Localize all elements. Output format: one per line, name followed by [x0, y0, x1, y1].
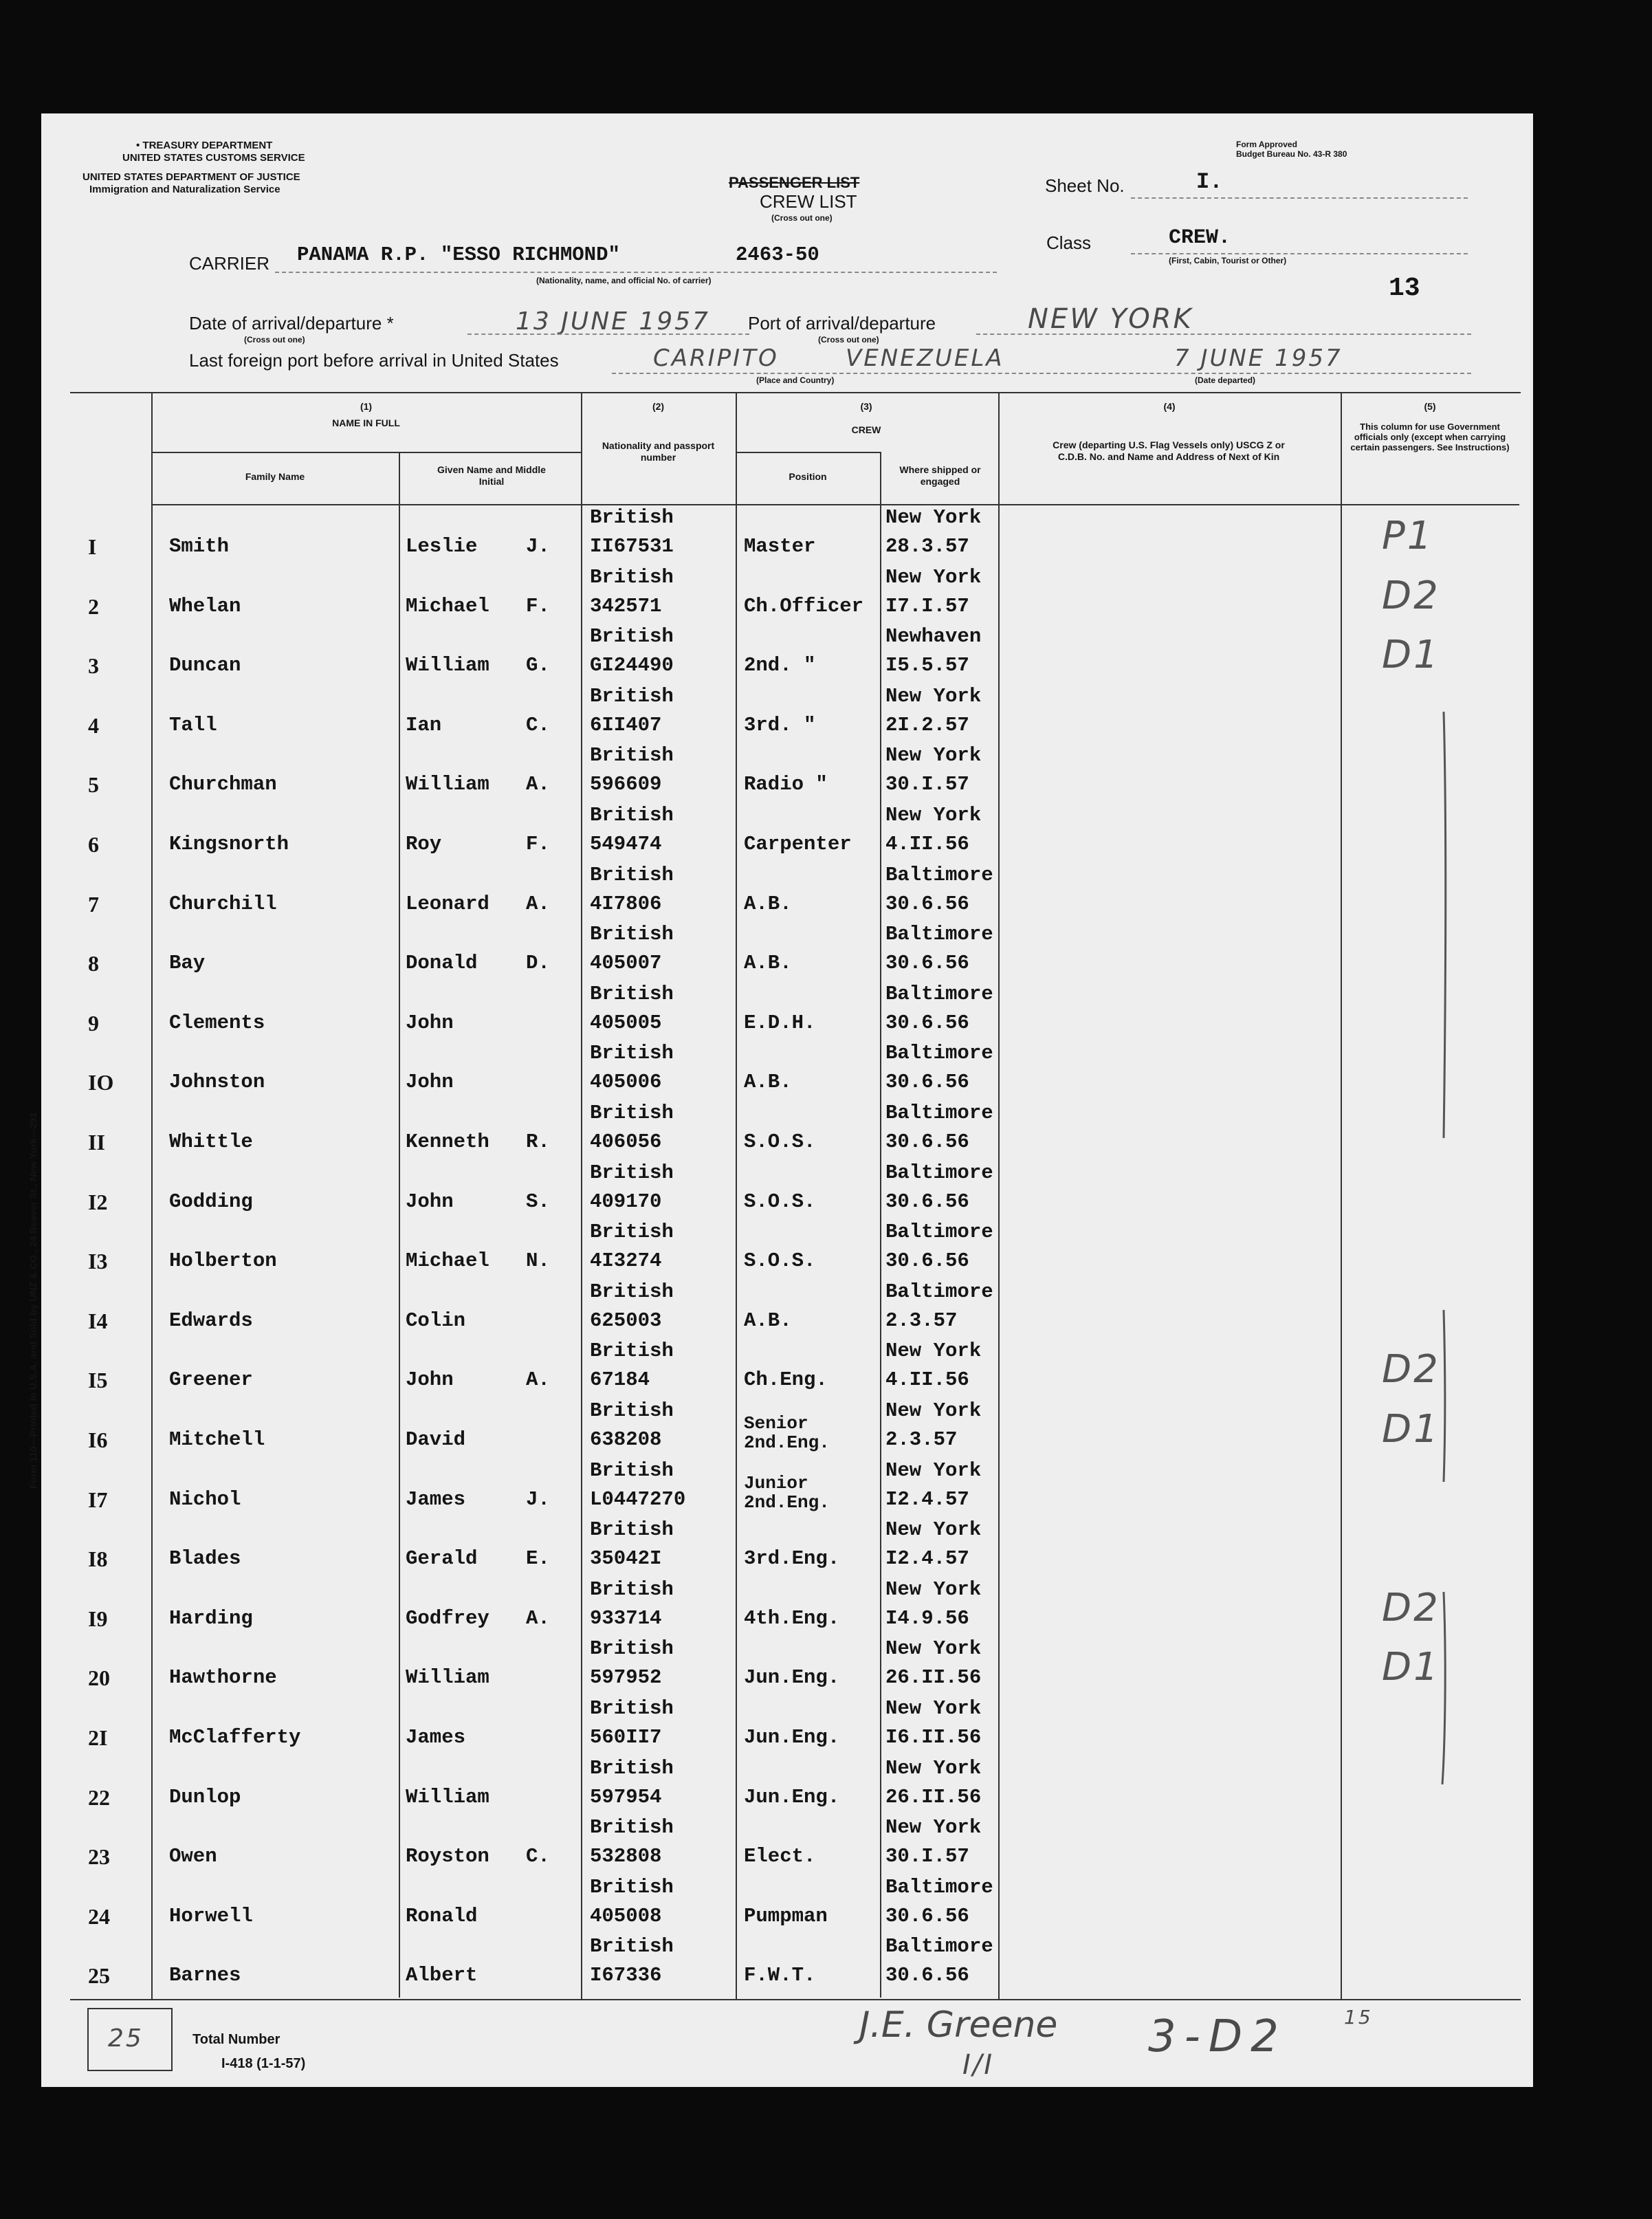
cell-position: Jun.Eng.: [744, 1666, 840, 1690]
cell-initial: S.: [526, 1190, 550, 1213]
cell-position: 3rd.Eng.: [744, 1547, 840, 1571]
cell-where: New York: [885, 1697, 982, 1720]
cell-nat: British: [590, 565, 674, 589]
cell-family: Mitchell: [169, 1428, 265, 1451]
cell-where: Baltimore: [885, 1221, 993, 1244]
col1-number: (1): [360, 401, 373, 412]
port-label: Port of arrival/departure: [748, 313, 936, 334]
cell-initial: A.: [526, 892, 550, 915]
cell-nat: British: [590, 1399, 674, 1422]
cell-passport: 560II7: [590, 1726, 662, 1749]
cell-initial: F.: [526, 594, 550, 617]
cell-given: John: [406, 1368, 454, 1392]
cell-initial: J.: [526, 1487, 550, 1511]
given-name-header: Given Name and Middle Initial: [437, 464, 546, 487]
cell-initial: A.: [526, 773, 550, 796]
cell-family: Tall: [169, 713, 217, 736]
where-shipped-header: Where shipped or engaged: [899, 464, 981, 487]
cell-nat: British: [590, 1756, 674, 1780]
cell-given: John: [406, 1190, 454, 1213]
cell-given: Ian: [406, 713, 442, 736]
cell-family: Hawthorne: [169, 1666, 277, 1690]
cell-given: William: [406, 1666, 489, 1690]
cell-nat: British: [590, 1637, 674, 1661]
cell-date: 30.6.56: [885, 1011, 969, 1034]
cell-position: Ch.Officer: [744, 594, 864, 617]
cell-given: William: [406, 1785, 489, 1808]
printer-side-text: Form 110—Printed in U.S.A. and Sold by UNZ & CO., 24 Beaver St., New York—291: [27, 1112, 38, 1489]
row-number: 8: [88, 951, 99, 976]
cell-family: Greener: [169, 1368, 253, 1392]
cell-initial: E.: [526, 1547, 550, 1571]
cell-where: New York: [885, 1340, 982, 1363]
cell-given: Colin: [406, 1309, 466, 1332]
official-mark: D1: [1382, 633, 1440, 678]
cell-initial: R.: [526, 1130, 550, 1153]
arrival-date: 13 JUNE 1957: [516, 307, 710, 336]
header-bottom-rule: [151, 504, 1519, 505]
cell-date: 4.II.56: [885, 1368, 969, 1392]
row-number: 22: [88, 1784, 110, 1810]
col-divider-nat: [581, 392, 582, 2000]
cell-date: 4.II.56: [885, 833, 969, 855]
cell-given: Michael: [406, 594, 489, 617]
cell-family: Holberton: [169, 1249, 277, 1273]
crew-subhead-rule: [736, 452, 880, 453]
cell-where: New York: [885, 804, 982, 827]
cell-passport: 549474: [590, 833, 662, 855]
cell-passport: 6II407: [590, 713, 662, 736]
cell-initial: F.: [526, 833, 550, 855]
cell-position: Ch.Eng.: [744, 1368, 828, 1392]
row-number: I: [88, 534, 97, 559]
carrier-underline: [275, 272, 997, 273]
cell-date: 30.6.56: [885, 1964, 969, 1987]
cell-date: 28.3.57: [885, 535, 969, 558]
cell-family: Kingsnorth: [169, 833, 289, 855]
signature: J.E. Greene: [859, 2004, 1058, 2046]
cell-nat: British: [590, 1340, 674, 1363]
passenger-list-struck: PASSENGER LIST: [729, 174, 860, 191]
cell-given: Michael: [406, 1249, 489, 1273]
departed-date: 7 JUNE 1957: [1174, 345, 1343, 372]
carrier-number: 2463-50: [736, 243, 819, 266]
cell-where: Baltimore: [885, 1161, 993, 1184]
cell-family: Bay: [169, 952, 206, 975]
cell-given: Royston: [406, 1845, 489, 1868]
cell-passport: 4I7806: [590, 892, 662, 915]
cell-passport: 597952: [590, 1666, 662, 1690]
cell-nat: British: [590, 1875, 674, 1899]
cell-position: E.D.H.: [744, 1011, 816, 1034]
cell-passport: 409170: [590, 1190, 662, 1213]
cell-nat: British: [590, 1697, 674, 1720]
row-number: 20: [88, 1665, 110, 1691]
cell-date: I2.4.57: [885, 1547, 969, 1571]
row-number: 25: [88, 1963, 110, 1989]
dept-line-2: UNITED STATES CUSTOMS SERVICE: [122, 152, 305, 164]
cell-where: New York: [885, 1577, 982, 1601]
row-number: 23: [88, 1844, 110, 1870]
cell-nat: British: [590, 1518, 674, 1542]
form-code: I-418 (1-1-57): [221, 2056, 306, 2071]
cell-where: New York: [885, 565, 982, 589]
total-box: [87, 2008, 173, 2071]
cell-family: Horwell: [169, 1904, 253, 1927]
cell-position: A.B.: [744, 892, 792, 915]
cell-passport: GI24490: [590, 654, 674, 677]
cell-where: Newhaven: [885, 625, 982, 648]
class-hint: (First, Cabin, Tourist or Other): [1169, 256, 1287, 265]
cell-position: F.W.T.: [744, 1964, 816, 1987]
cell-family: Nichol: [169, 1487, 241, 1511]
cell-where: Baltimore: [885, 1935, 993, 1958]
official-mark: D2: [1382, 573, 1440, 618]
last-port-place: CARIPITO: [653, 345, 779, 372]
col3-number: (3): [860, 401, 872, 412]
cell-family: Dunlop: [169, 1785, 241, 1808]
cell-nat: British: [590, 684, 674, 708]
cell-passport: L0447270: [590, 1487, 686, 1511]
cell-passport: 4I3274: [590, 1249, 662, 1273]
cell-nat: British: [590, 506, 674, 529]
cell-position: Senior 2nd.Eng.: [744, 1413, 830, 1453]
cell-where: New York: [885, 684, 982, 708]
cell-date: I7.I.57: [885, 594, 969, 617]
cell-given: David: [406, 1428, 466, 1451]
row-number: 2I: [88, 1725, 108, 1750]
cell-where: Baltimore: [885, 863, 993, 886]
last-port-underline: [612, 373, 1471, 374]
cell-given: Kenneth: [406, 1130, 489, 1153]
col5-number: (5): [1424, 401, 1436, 412]
row-number: 5: [88, 772, 99, 798]
cell-position: 3rd. ": [744, 713, 816, 736]
cell-nat: British: [590, 1816, 674, 1839]
cell-nat: British: [590, 625, 674, 648]
cell-passport: 638208: [590, 1428, 662, 1451]
cell-date: 30.6.56: [885, 892, 969, 915]
cell-family: Churchman: [169, 773, 277, 796]
cell-passport: 405007: [590, 952, 662, 975]
total-value: 25: [108, 2024, 144, 2053]
cell-passport: II67531: [590, 535, 674, 558]
cell-position: A.B.: [744, 1071, 792, 1094]
table-bottom-rule: [70, 1999, 1521, 2000]
cell-initial: C.: [526, 713, 550, 736]
carrier-hint: (Nationality, name, and official No. of carrier): [536, 276, 712, 285]
cell-initial: A.: [526, 1368, 550, 1392]
col4-number: (4): [1163, 401, 1176, 412]
budget-bureau: Budget Bureau No. 43-R 380: [1236, 149, 1347, 159]
cell-where: New York: [885, 1458, 982, 1482]
cell-family: Duncan: [169, 654, 241, 677]
cell-date: 2.3.57: [885, 1309, 958, 1332]
sheet-value: I.: [1196, 169, 1223, 195]
row-number: 7: [88, 891, 99, 917]
cell-position: Jun.Eng.: [744, 1726, 840, 1749]
name-subhead-rule: [151, 452, 581, 453]
row-number: I5: [88, 1368, 108, 1393]
cell-given: Leslie: [406, 535, 478, 558]
cell-given: Godfrey: [406, 1606, 489, 1630]
total-label: Total Number: [192, 2032, 280, 2047]
col5-description: This column for use Government officials only (except when carrying certain passengers. See Instructions): [1350, 422, 1510, 452]
cell-nat: British: [590, 744, 674, 767]
cell-date: 30.6.56: [885, 952, 969, 975]
cell-nat: British: [590, 804, 674, 827]
cell-date: 30.6.56: [885, 1190, 969, 1213]
last-port-label: Last foreign port before arrival in United States: [189, 350, 559, 371]
row-number: I9: [88, 1606, 108, 1631]
sheet-label: Sheet No.: [1045, 175, 1125, 196]
cell-given: William: [406, 773, 489, 796]
cell-date: 26.II.56: [885, 1785, 982, 1808]
nationality-header: Nationality and passport number: [602, 440, 715, 463]
class-label: Class: [1046, 232, 1092, 253]
dept-line-1: • TREASURY DEPARTMENT: [136, 140, 273, 151]
row-number: 3: [88, 653, 99, 679]
cell-position: S.O.S.: [744, 1249, 816, 1273]
cell-family: Smith: [169, 535, 230, 558]
cell-nat: British: [590, 1042, 674, 1065]
cell-date: I2.4.57: [885, 1487, 969, 1511]
cell-given: James: [406, 1726, 466, 1749]
class-underline: [1131, 253, 1468, 254]
cell-nat: British: [590, 1102, 674, 1124]
cell-nat: British: [590, 1161, 674, 1184]
cell-passport: 625003: [590, 1309, 662, 1332]
cell-where: Baltimore: [885, 1875, 993, 1899]
cell-where: New York: [885, 1518, 982, 1542]
official-mark: D1: [1382, 1407, 1440, 1452]
col-divider-crew: [736, 392, 737, 2000]
cell-passport: I67336: [590, 1964, 662, 1987]
cell-initial: A.: [526, 1606, 550, 1630]
cell-initial: J.: [526, 535, 550, 558]
cell-where: New York: [885, 744, 982, 767]
cell-passport: 342571: [590, 594, 662, 617]
cell-given: Roy: [406, 833, 442, 855]
cell-date: I6.II.56: [885, 1726, 982, 1749]
column5-bracket-lines: [1341, 698, 1519, 1867]
cell-given: William: [406, 654, 489, 677]
cell-position: A.B.: [744, 952, 792, 975]
cell-passport: 405006: [590, 1071, 662, 1094]
cell-nat: British: [590, 1458, 674, 1482]
official-mark: D2: [1382, 1347, 1440, 1392]
cell-where: New York: [885, 1637, 982, 1661]
cell-given: Ronald: [406, 1904, 478, 1927]
cell-date: I4.9.56: [885, 1606, 969, 1630]
official-mark: D1: [1382, 1645, 1440, 1690]
cell-position: A.B.: [744, 1309, 792, 1332]
cell-family: Barnes: [169, 1964, 241, 1987]
cell-where: Baltimore: [885, 923, 993, 946]
cell-position: Elect.: [744, 1845, 816, 1868]
cell-nat: British: [590, 1221, 674, 1244]
col-divider-where: [880, 452, 881, 1998]
cell-nat: British: [590, 1280, 674, 1303]
row-number: 9: [88, 1010, 99, 1036]
cell-where: New York: [885, 1816, 982, 1839]
cell-nat: British: [590, 863, 674, 886]
cell-given: Leonard: [406, 892, 489, 915]
table-left-rule: [151, 392, 153, 2000]
cell-date: 26.II.56: [885, 1666, 982, 1690]
row-number: 4: [88, 712, 99, 738]
cell-family: Clements: [169, 1011, 265, 1034]
row-number: I7: [88, 1487, 108, 1512]
row-number: II: [88, 1130, 105, 1155]
cell-given: James: [406, 1487, 466, 1511]
cell-position: Carpenter: [744, 833, 852, 855]
cell-nat: British: [590, 923, 674, 946]
cell-date: 2I.2.57: [885, 713, 969, 736]
cell-nat: British: [590, 982, 674, 1005]
col4-description: Crew (departing U.S. Flag Vessels only) USCG Z or C.D.B. No. and Name and Address of Next of Kin: [1053, 439, 1285, 462]
col1-title: NAME IN FULL: [332, 417, 400, 428]
cell-nat: British: [590, 1935, 674, 1958]
cell-initial: C.: [526, 1845, 550, 1868]
cell-family: Johnston: [169, 1071, 265, 1094]
crew-list-title: CREW LIST: [760, 191, 857, 212]
cell-position: S.O.S.: [744, 1190, 816, 1213]
date-hint: (Cross out one): [244, 335, 305, 345]
cell-given: John: [406, 1071, 454, 1094]
signature-sub: I/I: [962, 2049, 995, 2081]
cell-position: Radio ": [744, 773, 828, 796]
cell-passport: 532808: [590, 1845, 662, 1868]
place-hint: (Place and Country): [756, 375, 835, 385]
cell-date: 30.6.56: [885, 1249, 969, 1273]
tally-mark: 3-D2: [1148, 2011, 1287, 2062]
port-hint: (Cross out one): [818, 335, 879, 345]
cell-passport: 405005: [590, 1011, 662, 1034]
official-mark: P1: [1382, 514, 1434, 558]
cell-family: McClafferty: [169, 1726, 301, 1749]
sheet-underline: [1131, 197, 1468, 199]
cell-position: Jun.Eng.: [744, 1785, 840, 1808]
col2-number: (2): [652, 401, 665, 412]
cell-where: New York: [885, 1756, 982, 1780]
position-header: Position: [789, 471, 827, 482]
cell-position: 2nd. ": [744, 654, 816, 677]
last-port-country: VENEZUELA: [846, 345, 1004, 372]
cell-family: Whelan: [169, 594, 241, 617]
tally-superscript: 15: [1344, 2006, 1373, 2029]
cell-passport: 597954: [590, 1785, 662, 1808]
date-label: Date of arrival/departure *: [189, 313, 394, 334]
dept-line-4: Immigration and Naturalization Service: [89, 184, 280, 195]
row-number: 2: [88, 593, 99, 619]
cell-passport: 406056: [590, 1130, 662, 1153]
cell-date: I5.5.57: [885, 654, 969, 677]
port-underline: [976, 334, 1471, 335]
row-number: I6: [88, 1428, 108, 1452]
cell-family: Whittle: [169, 1130, 253, 1153]
cell-initial: G.: [526, 654, 550, 677]
crew-list-form: [27, 113, 1533, 2087]
departed-hint: (Date departed): [1195, 375, 1256, 385]
row-number: I8: [88, 1546, 108, 1572]
cell-family: Harding: [169, 1606, 253, 1630]
table-top-rule: [70, 392, 1521, 393]
cell-position: Pumpman: [744, 1904, 828, 1927]
cell-family: Churchill: [169, 892, 277, 915]
cell-passport: 933714: [590, 1606, 662, 1630]
cell-initial: N.: [526, 1249, 550, 1273]
cell-date: 30.6.56: [885, 1130, 969, 1153]
col-divider-c4: [998, 392, 1000, 2000]
cell-passport: 67184: [590, 1368, 650, 1392]
crew-header: CREW: [851, 424, 881, 435]
cell-position: Master: [744, 535, 816, 558]
cell-initial: D.: [526, 952, 550, 975]
cell-nat: British: [590, 1577, 674, 1601]
cell-where: Baltimore: [885, 982, 993, 1005]
row-number: I2: [88, 1189, 108, 1214]
cell-date: 30.6.56: [885, 1071, 969, 1094]
cell-family: Blades: [169, 1547, 241, 1571]
cell-passport: 596609: [590, 773, 662, 796]
cell-passport: 35042I: [590, 1547, 662, 1571]
cell-given: Albert: [406, 1964, 478, 1987]
page-number: 13: [1389, 274, 1420, 303]
carrier-value: PANAMA R.P. "ESSO RICHMOND": [297, 243, 620, 266]
cell-date: 30.I.57: [885, 1845, 969, 1868]
cell-given: Donald: [406, 952, 478, 975]
official-mark: D2: [1382, 1585, 1440, 1630]
row-number: I3: [88, 1249, 108, 1274]
date-underline: [467, 334, 749, 335]
family-name-header: Family Name: [245, 471, 305, 482]
cell-where: New York: [885, 1399, 982, 1422]
cell-position: S.O.S.: [744, 1130, 816, 1153]
row-number: 24: [88, 1903, 110, 1929]
cell-family: Edwards: [169, 1309, 253, 1332]
row-number: IO: [88, 1070, 114, 1095]
cell-family: Owen: [169, 1845, 217, 1868]
carrier-label: CARRIER: [189, 253, 270, 274]
cell-position: 4th.Eng.: [744, 1606, 840, 1630]
cell-date: 2.3.57: [885, 1428, 958, 1451]
dept-line-3: UNITED STATES DEPARTMENT OF JUSTICE: [82, 171, 300, 183]
cell-where: Baltimore: [885, 1042, 993, 1065]
cell-given: John: [406, 1011, 454, 1034]
row-number: 6: [88, 832, 99, 857]
cell-family: Godding: [169, 1190, 253, 1213]
cell-date: 30.I.57: [885, 773, 969, 796]
form-approved: Form Approved: [1236, 140, 1297, 149]
cell-where: Baltimore: [885, 1102, 993, 1124]
cell-passport: 405008: [590, 1904, 662, 1927]
col-divider-given: [399, 452, 400, 1998]
class-value: CREW.: [1169, 226, 1231, 250]
cell-where: Baltimore: [885, 1280, 993, 1303]
port-value: NEW YORK: [1028, 303, 1193, 335]
cell-date: 30.6.56: [885, 1904, 969, 1927]
row-number: I4: [88, 1308, 108, 1333]
cell-where: New York: [885, 506, 982, 529]
cell-position: Junior 2nd.Eng.: [744, 1472, 830, 1513]
cross-out-hint: (Cross out one): [771, 213, 833, 223]
cell-given: Gerald: [406, 1547, 478, 1571]
